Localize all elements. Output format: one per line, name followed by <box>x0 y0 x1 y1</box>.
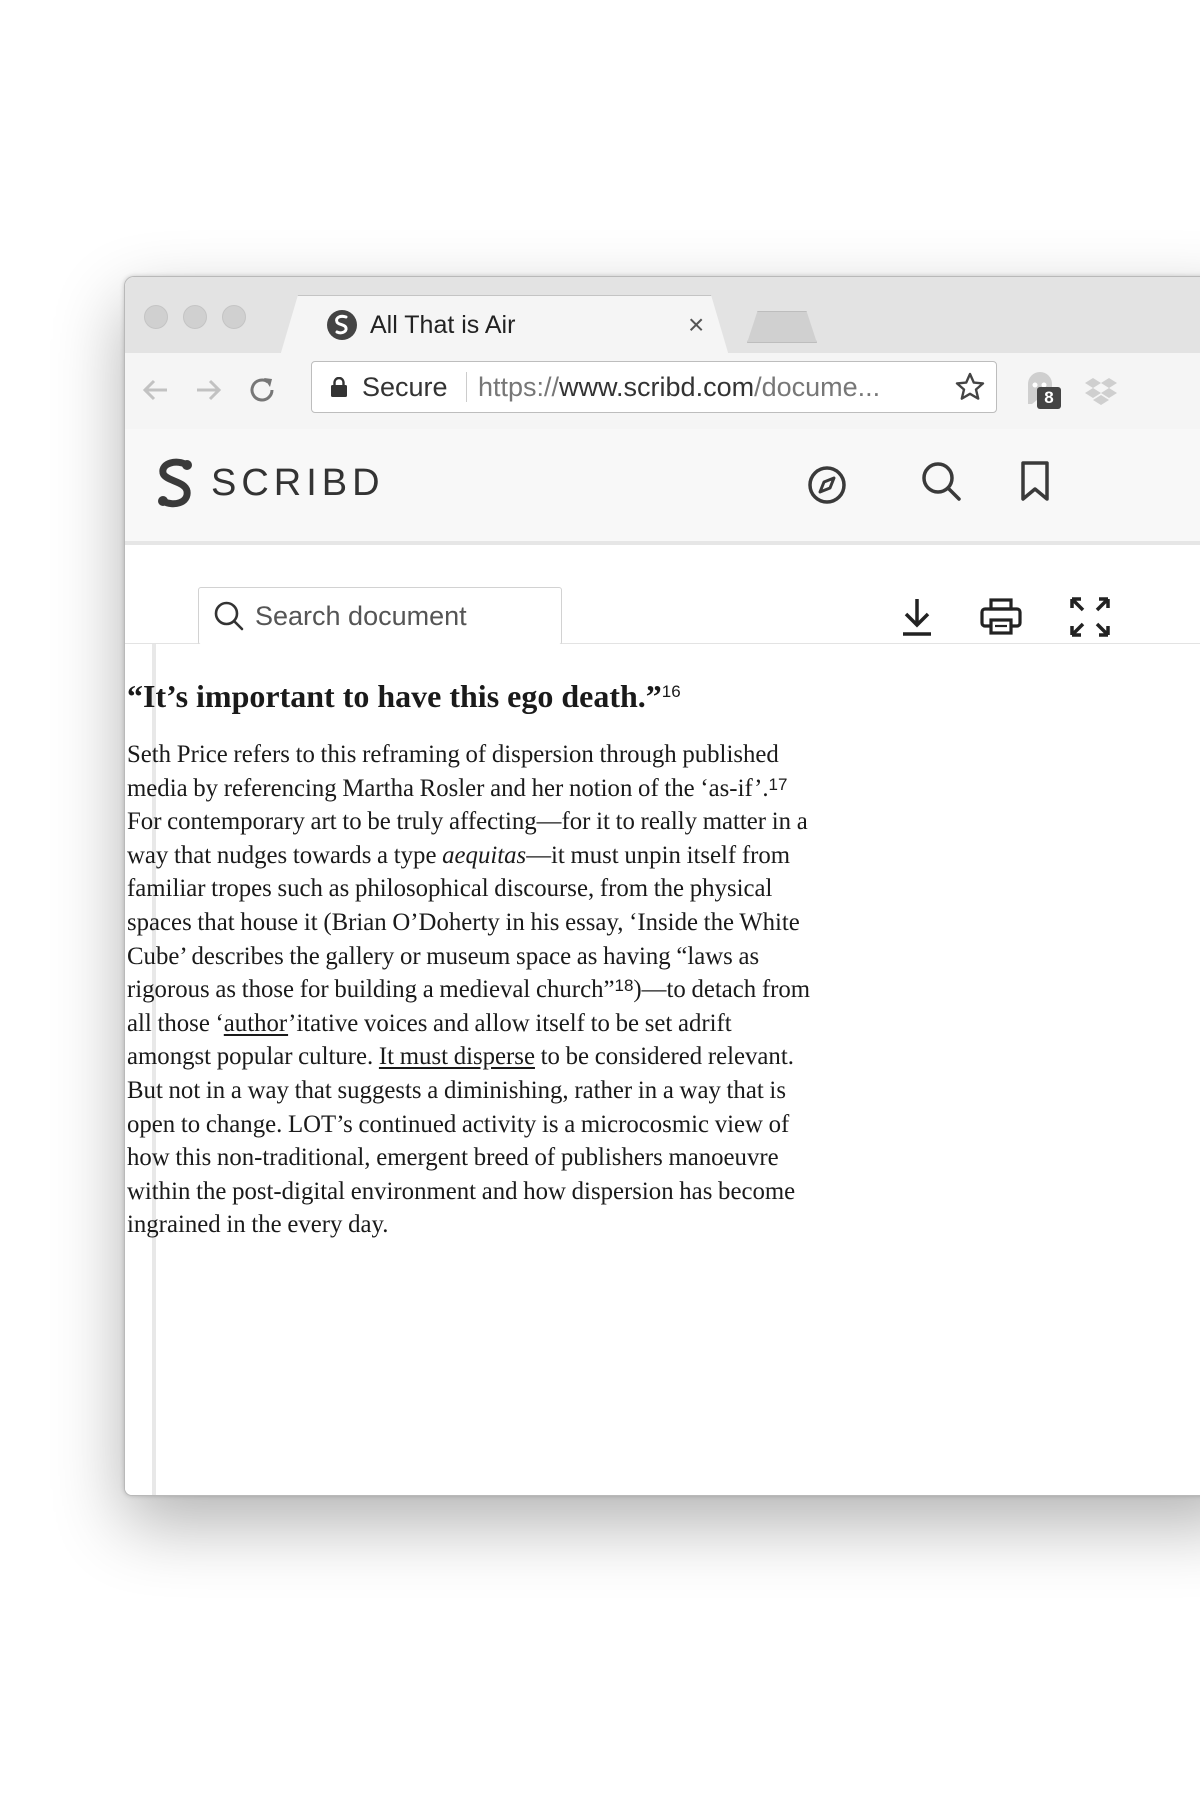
body-line: familiar tropes such as philosophical discourse, from the physical <box>127 875 773 903</box>
body-text: ’itative voices and allow itself to be set adrift <box>288 1009 732 1037</box>
search-icon <box>213 600 245 632</box>
body-text: rigorous as those for building a medieval church” <box>127 976 615 1004</box>
tab-content <box>280 295 727 355</box>
url-path: /docume... <box>754 372 881 402</box>
body-line: open to change. LOT’s continued activity is a microcosmic view of <box>127 1110 790 1138</box>
tab-close-button[interactable]: × <box>688 309 705 340</box>
reload-icon[interactable] <box>245 373 279 407</box>
body-text: way that nudges towards a type <box>127 841 443 869</box>
underlined-disperse: It must disperse <box>378 1043 535 1071</box>
lock-icon <box>330 377 348 397</box>
close-window-button[interactable] <box>144 305 168 329</box>
compass-icon[interactable] <box>805 463 849 507</box>
scribd-logo-icon[interactable] <box>153 457 197 511</box>
body-line: Seth Price refers to this reframing of dispersion through published <box>127 741 779 768</box>
body-line: Cube’ describes the gallery or museum space as having “laws as <box>127 942 760 970</box>
scribd-logo-text[interactable]: SCRIBD <box>211 462 385 504</box>
address-bar[interactable] <box>311 361 997 413</box>
scribd-favicon-icon <box>326 309 358 341</box>
body-text: amongst popular culture. <box>127 1043 379 1071</box>
body-line: ingrained in the every day. <box>127 1211 389 1239</box>
underlined-author: author <box>223 1009 289 1037</box>
search-icon[interactable] <box>919 459 963 503</box>
body-text: )—to detach from <box>633 976 811 1004</box>
footnote-17[interactable]: 17 <box>768 774 788 794</box>
tab-strip <box>125 277 1200 353</box>
minimize-window-button[interactable] <box>183 305 207 329</box>
footnote-18[interactable]: 18 <box>614 976 634 996</box>
italic-term: aequitas <box>442 841 527 869</box>
search-document-field[interactable] <box>198 587 562 645</box>
body-line: For contemporary art to be truly affecting—for it to really matter in a <box>127 808 808 836</box>
print-icon[interactable] <box>979 595 1023 639</box>
forward-arrow-icon[interactable] <box>191 373 225 407</box>
url-text[interactable] <box>478 370 880 404</box>
extension-badge: 8 <box>1037 387 1061 409</box>
url-separator <box>466 372 467 402</box>
security-label: Secure <box>362 372 448 402</box>
heading-text: “It’s important to have this ego death.” <box>127 678 662 714</box>
body-line <box>127 1040 867 1074</box>
body-line <box>127 772 867 806</box>
body-line: within the post-digital environment and how dispersion has become <box>127 1177 796 1205</box>
body-text: all those ‘ <box>127 1009 224 1037</box>
fullscreen-icon[interactable] <box>1068 595 1112 639</box>
new-tab-button[interactable] <box>747 311 817 343</box>
body-line: spaces that house it (Brian O’Doherty in his essay, ‘Inside the White <box>127 908 800 936</box>
url-scheme: https:// <box>478 372 560 402</box>
body-line: how this non-traditional, emergent breed of publishers manoeuvre <box>127 1144 779 1172</box>
download-icon[interactable] <box>895 595 939 639</box>
body-text: —it must unpin itself from <box>526 841 791 869</box>
document-body <box>127 738 867 1242</box>
body-text: media by referencing Martha Rosler and her notion of the ‘as-if’. <box>127 774 769 802</box>
body-line <box>127 973 867 1007</box>
search-document-input[interactable] <box>255 594 545 638</box>
dropbox-icon[interactable] <box>1083 373 1119 409</box>
body-line <box>127 839 867 873</box>
document-heading <box>127 676 827 716</box>
body-line <box>127 1007 867 1041</box>
bookmark-icon[interactable] <box>1013 459 1057 503</box>
tab-title: All That is Air <box>370 311 516 339</box>
zoom-window-button[interactable] <box>222 305 246 329</box>
site-header <box>125 429 1200 545</box>
footnote-16[interactable]: 16 <box>661 682 681 701</box>
body-line: But not in a way that suggests a diminishing, rather in a way that is <box>127 1076 786 1104</box>
body-text: to be considered relevant. <box>534 1043 794 1071</box>
bookmark-star-icon[interactable] <box>954 371 986 403</box>
url-host: www.scribd.com <box>559 372 755 402</box>
back-arrow-icon[interactable] <box>139 373 173 407</box>
